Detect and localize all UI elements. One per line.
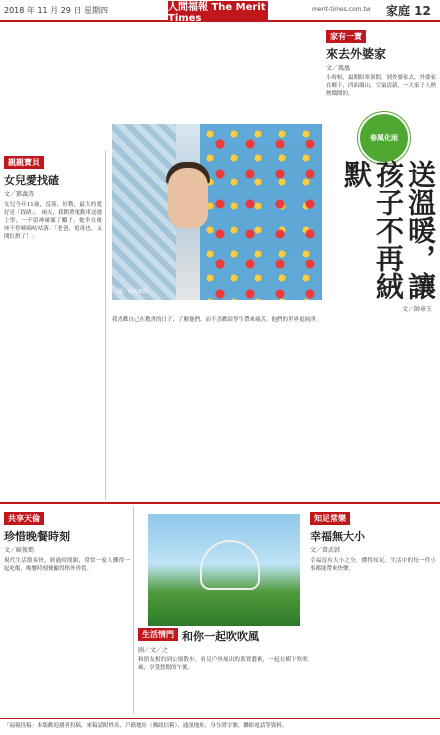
article-body: 我喜歡自己在教書的日子，了解他們，而不喜歡給學生帶來痛苦，他們的世界更純淨。 [112, 317, 322, 323]
article-tag: 生活情門 [138, 628, 178, 641]
article-body: 現代生活節奏快，經過時間跟，常常一家人難得一起吃飯，晚餐時刻便顯得格外珍貴。 [4, 558, 130, 572]
article-title: 女兒愛找碴 [4, 174, 59, 187]
article-byline: 文／帥章玉 [401, 306, 432, 313]
feature-photo-curtain-left [112, 124, 176, 300]
article-bottom-right [310, 506, 436, 714]
publication-date: 2018 年 11 月 29 日 星期四 [4, 6, 108, 15]
article-body: 和朋友相約到公園散步，看見戶外展出的裝置藝術，一起在樹下吹吹風，享受悠閒的午後。 [138, 657, 308, 671]
feature-photo-child-face [168, 168, 208, 228]
article-tag: 知足常樂 [310, 512, 350, 525]
article-byline: 文／歐俊瑪 [4, 547, 35, 554]
article-byline: 文／鳳凰 [326, 65, 351, 72]
article-bottom-left [4, 506, 134, 714]
column-badge: 春風化雨 [358, 112, 410, 164]
article-title: 來去外婆家 [326, 47, 387, 61]
submission-notice: 「福報投稿」本版歡迎讀者投稿，來稿請附姓名、戶籍地址（郵政信箱）、通訊地址、身分證字號、聯絡電話等資料。 [0, 718, 440, 735]
article-byline: 文／鄧義涛 [4, 191, 35, 198]
section-label: 家庭 12 [386, 4, 431, 18]
article-right-upper [326, 24, 436, 116]
article-tag: 親親寶貝 [4, 156, 44, 169]
article-body: 小時候，最期盼寒暑假，到外婆家去，外婆家在鄉下，四面環山，空氣清新，一大家子人熱熱鬧鬧的。 [326, 75, 436, 97]
article-title: 幸福無大小 [310, 530, 365, 543]
feature-article [112, 304, 432, 500]
masthead-logo: 人間福報 The Merit Times [168, 1, 268, 20]
feature-headline: 送溫暖，讓孩子不再絨默 [340, 160, 437, 300]
feature-photo-curtain-floral [200, 124, 322, 300]
website-url: merit-times.com.tw [312, 6, 371, 13]
article-body: 女兒今年11歲，沒落、好勒，最大的愛好是「找碴」。 兩天，我開著電動車送她上學，一不留神碰壞了轎子，她坐在後座不停嘀嘀咕咕落：「老爸，電毒也，又開紅燈了！」 [4, 202, 102, 240]
article-title: 珍惜晚餐時刻 [4, 530, 70, 543]
article-byline: 圖／文／之 [138, 647, 169, 654]
photo-credit: 圖／取自網路 [118, 289, 149, 295]
article-left-upper [4, 150, 106, 500]
article-tag: 共享天倫 [4, 512, 44, 525]
section-divider [0, 502, 440, 504]
article-tag: 家有一寶 [326, 30, 366, 43]
article-byline: 文／曾武韩 [310, 547, 341, 554]
article-body: 幸福沒有大小之分，懂得知足，生活中的每一件小事都能帶來快樂。 [310, 558, 436, 572]
article-title: 和你一起吹吹風 [182, 630, 259, 643]
